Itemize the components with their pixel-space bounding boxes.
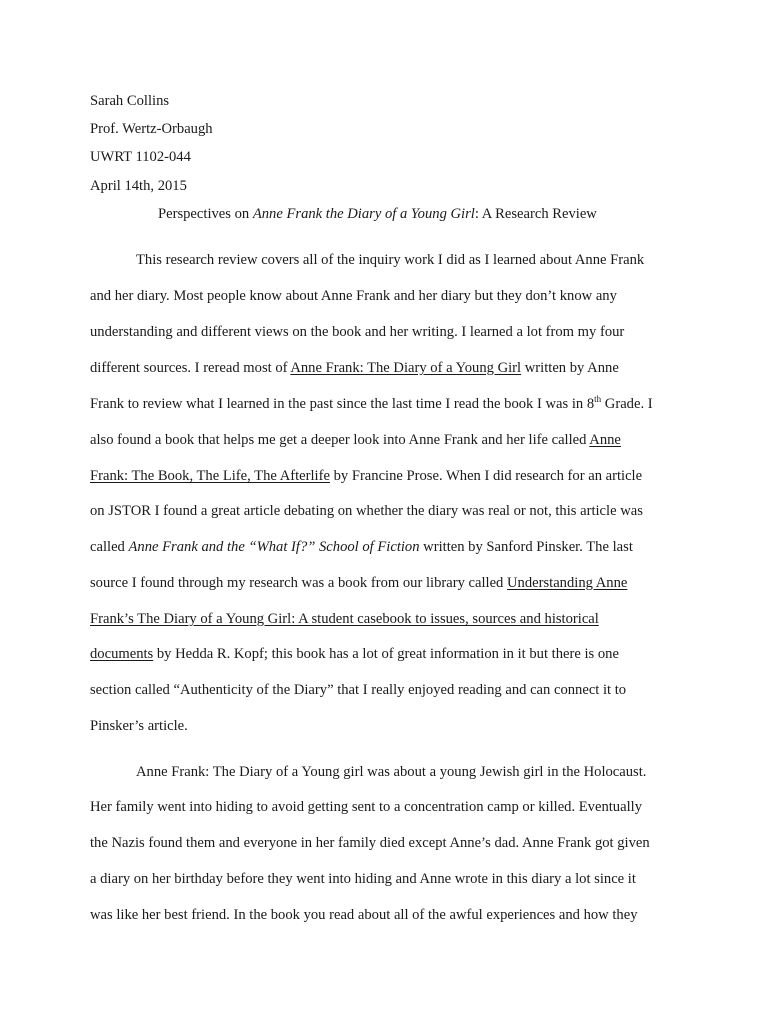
paragraph-line: section called “Authenticity of the Diary” that I really enjoyed reading and can connect it to	[90, 682, 627, 698]
paragraph-line: Frank’s The Diary of a Young Girl: A student casebook to issues, sources and historical	[90, 611, 599, 627]
paragraph-line: and her diary. Most people know about Anne Frank and her diary but they don’t know any	[90, 288, 617, 304]
document-title	[158, 205, 597, 223]
paragraph-line: Anne Frank: The Diary of a Young girl was about a young Jewish girl in the Holocaust.	[136, 764, 647, 780]
paragraph-line: This research review covers all of the inquiry work I did as I learned about Anne Frank	[136, 252, 645, 268]
paragraph-line	[90, 574, 627, 592]
line-text: also found a book that helps me get a deeper look into Anne Frank and her life called	[90, 432, 590, 448]
paragraph-line: Pinsker’s article.	[90, 718, 188, 734]
underlined-book-title: Understanding Anne	[507, 575, 628, 591]
paragraph-line	[90, 431, 621, 449]
line-text: written by Anne	[521, 360, 619, 376]
paragraph-line: on JSTOR I found a great article debating on whether the diary was real or not, this article was	[90, 503, 643, 519]
title-prefix: Perspectives on	[158, 206, 253, 222]
line-text: called	[90, 539, 129, 555]
line-text: written by Sanford Pinsker. The last	[419, 539, 633, 555]
paragraph-line	[90, 645, 619, 663]
line-text: Grade. I	[601, 396, 653, 412]
paragraph-line	[90, 467, 642, 485]
underlined-book-title: Anne Frank: The Diary of a Young Girl	[290, 360, 522, 376]
underlined-book-title: documents	[90, 646, 154, 662]
italic-article-title: Anne Frank and the “What If?” School of Fiction	[128, 539, 420, 555]
underlined-book-title: Frank: The Book, The Life, The Afterlife	[90, 468, 330, 484]
line-text: by Hedda R. Kopf; this book has a lot of great information in it but there is one	[153, 646, 619, 662]
author-name: Sarah Collins	[90, 93, 170, 109]
title-suffix: : A Research Review	[474, 206, 597, 222]
document-date: April 14th, 2015	[90, 178, 187, 194]
paragraph-line: was like her best friend. In the book you read about all of the awful experiences and how they	[90, 907, 638, 923]
line-text: Frank to review what I learned in the past since the last time I read the book I was in 8	[90, 396, 595, 412]
line-text: source I found through my research was a book from our library called	[90, 575, 507, 591]
title-book: Anne Frank the Diary of a Young Girl	[252, 206, 475, 222]
course-code: UWRT 1102-044	[90, 149, 191, 165]
paragraph-line: understanding and different views on the book and her writing. I learned a lot from my four	[90, 324, 625, 340]
underlined-book-title: Anne	[589, 432, 621, 448]
paragraph-line: a diary on her birthday before they went into hiding and Anne wrote in this diary a lot since it	[90, 871, 636, 887]
superscript-ordinal: th	[594, 394, 602, 404]
professor-name: Prof. Wertz-Orbaugh	[90, 121, 213, 137]
line-text: different sources. I reread most of	[90, 360, 291, 376]
paragraph-line	[90, 538, 633, 556]
paragraph-line	[90, 395, 653, 413]
paragraph-line: the Nazis found them and everyone in her family died except Anne’s dad. Anne Frank got given	[90, 835, 650, 851]
paragraph-line: Her family went into hiding to avoid getting sent to a concentration camp or killed. Eventually	[90, 799, 642, 815]
paragraph-line	[90, 359, 619, 377]
line-text: by Francine Prose. When I did research for an article	[329, 468, 643, 484]
